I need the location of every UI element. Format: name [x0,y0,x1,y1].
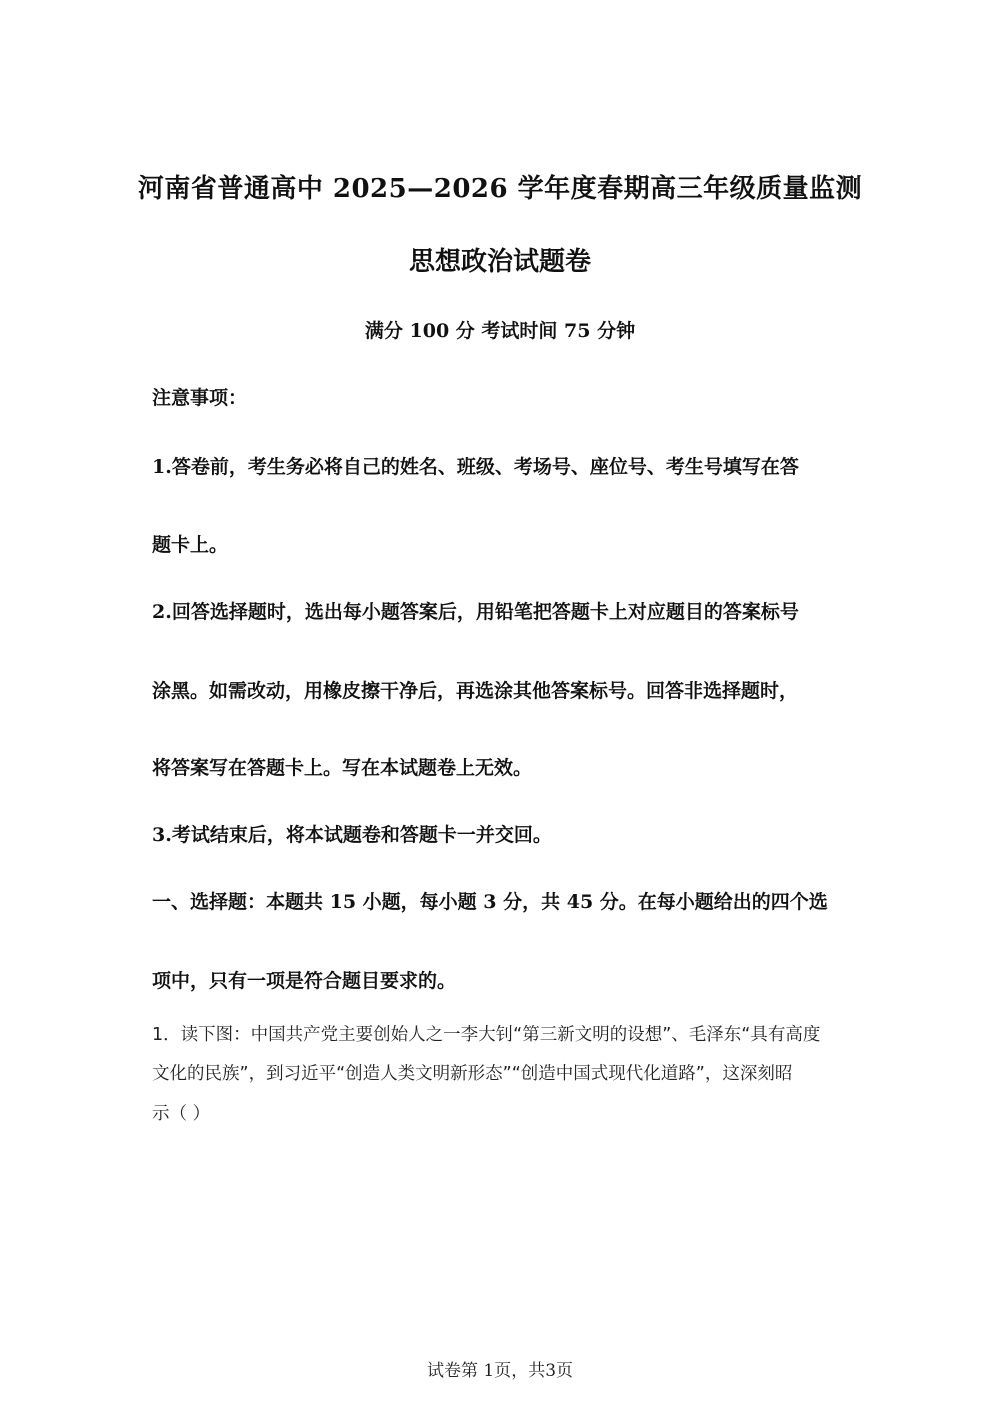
question-1-line-3: 示（ ） [152,1104,211,1124]
exam-title: 河南省普通高中 2025—2026 学年度春期高三年级质量监测 [137,174,863,204]
notice-item-2-line-2: 涂黑。如需改动，用橡皮擦干净后，再选涂其他答案标号。回答非选择题时， [152,680,799,702]
notice-heading: 注意事项： [152,387,248,409]
section-1-heading-line-1: 一、选择题：本题共 15 小题，每小题 3 分，共 45 分。在每小题给出的四个选 [152,891,828,913]
notice-item-2-line-1: 2.回答选择题时，选出每小题答案后，用铅笔把答题卡上对应题目的答案标号 [152,601,799,623]
notice-item-1-line-1: 1.答卷前，考生务必将自己的姓名、班级、考场号、座位号、考生号填写在答 [152,456,799,478]
notice-item-3-line-1: 3.考试结束后，将本试题卷和答题卡一并交回。 [152,824,552,846]
page-number-footer: 试卷第 1页，共3页 [426,1361,574,1381]
exam-subject-title: 思想政治试题卷 [408,247,591,277]
section-1-heading-line-2: 项中，只有一项是符合题目要求的。 [152,970,457,992]
notice-item-2-line-3: 将答案写在答题卡上。写在本试题卷上无效。 [152,757,533,779]
question-1-line-2: 文化的民族”，到习近平“创造人类文明新形态”“创造中国式现代化道路”，这深刻昭 [152,1064,793,1084]
question-1-line-1: 1．读下图：中国共产党主要创始人之一李大钊“第三新文明的设想”、毛泽东“具有高度 [152,1025,821,1045]
notice-item-1-line-2: 题卡上。 [152,534,229,556]
score-and-time: 满分 100 分 考试时间 75 分钟 [364,320,636,342]
